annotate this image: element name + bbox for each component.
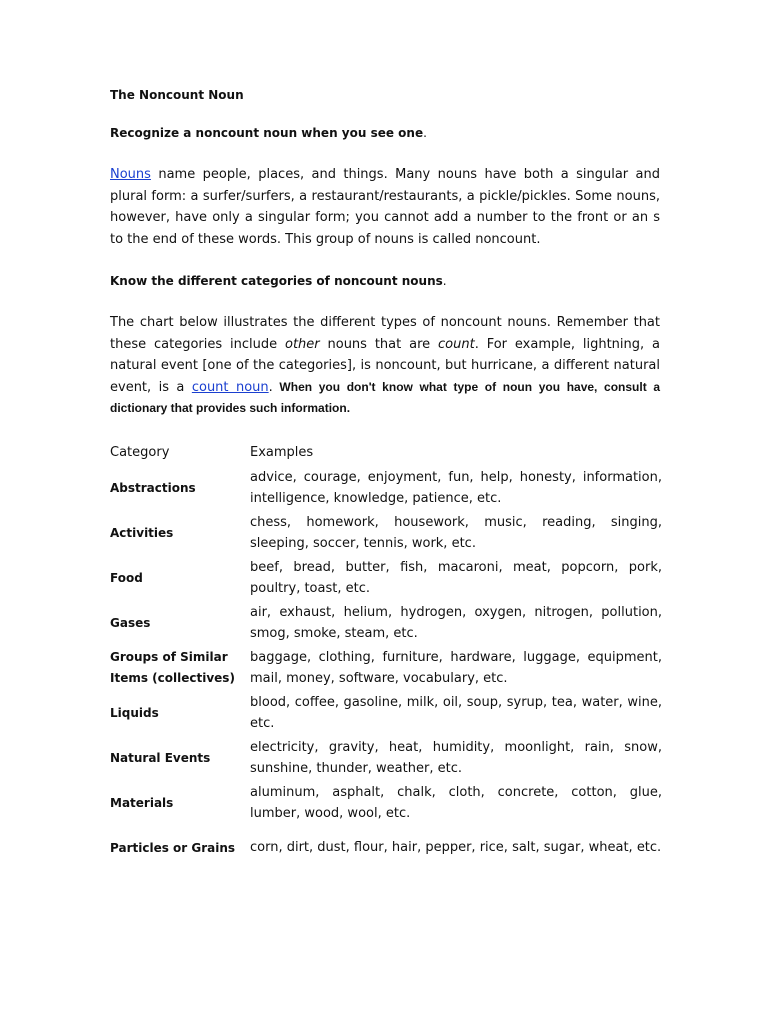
table-header-row bbox=[110, 442, 662, 466]
section-heading-recognize bbox=[110, 126, 660, 140]
count-noun-link[interactable]: count noun bbox=[191, 379, 269, 395]
examples-cell: beef, bread, butter, fish, macaroni, meat, popcorn, pork, poultry, toast, etc. bbox=[250, 559, 662, 596]
paragraph-text: . bbox=[268, 379, 273, 395]
emphasis-other: other bbox=[284, 336, 320, 352]
heading-text: Recognize a noncount noun when you see one bbox=[110, 126, 424, 140]
examples-cell: chess, homework, housework, music, reading, singing, sleeping, soccer, tennis, work, etc. bbox=[250, 514, 662, 551]
paragraph-nouns bbox=[110, 164, 660, 250]
paragraph-text: The chart below illustrates the different types of noncount nouns. Remember that these categories include bbox=[110, 315, 660, 352]
table-row bbox=[110, 781, 662, 826]
nouns-link[interactable]: Nouns bbox=[110, 167, 151, 182]
table-row bbox=[110, 511, 662, 556]
category-cell: Particles or Grains bbox=[110, 840, 236, 855]
table-row bbox=[110, 646, 662, 691]
table-row bbox=[110, 691, 662, 736]
heading-text: Know the different categories of noncount nouns bbox=[110, 274, 443, 288]
noncount-categories-table bbox=[110, 442, 662, 871]
examples-cell: aluminum, asphalt, chalk, cloth, concrete, cotton, glue, lumber, wood, wool, etc. bbox=[250, 784, 662, 821]
emphasis-count: count bbox=[438, 336, 475, 352]
category-cell: Food bbox=[110, 570, 143, 585]
examples-cell: electricity, gravity, heat, humidity, moonlight, rain, snow, sunshine, thunder, weather, etc. bbox=[250, 739, 662, 776]
table-row bbox=[110, 466, 662, 511]
table-row bbox=[110, 736, 662, 781]
page-title: The Noncount Noun bbox=[110, 88, 244, 102]
heading-period: . bbox=[423, 126, 427, 140]
header-category: Category bbox=[110, 444, 170, 460]
heading-period: . bbox=[442, 274, 447, 288]
examples-cell: air, exhaust, helium, hydrogen, oxygen, nitrogen, pollution, smog, smoke, steam, etc. bbox=[250, 604, 662, 641]
header-examples: Examples bbox=[250, 444, 314, 460]
examples-cell: baggage, clothing, furniture, hardware, luggage, equipment, mail, money, software, vocabulary, etc. bbox=[250, 649, 662, 686]
examples-cell: advice, courage, enjoyment, fun, help, honesty, information, intelligence, knowledge, patience, etc. bbox=[250, 469, 662, 506]
section-heading-categories bbox=[110, 274, 660, 288]
category-cell: Natural Events bbox=[110, 750, 211, 765]
category-cell: Activities bbox=[110, 525, 174, 540]
category-cell: Materials bbox=[110, 795, 174, 810]
paragraph-bold-text: When you don't know what type of noun you have, consult a dictionary that provides such information. bbox=[110, 379, 661, 415]
paragraph-chart-intro bbox=[110, 312, 660, 420]
category-cell: Gases bbox=[110, 615, 151, 630]
document-page bbox=[110, 88, 660, 871]
table-row bbox=[110, 556, 662, 601]
category-cell: Liquids bbox=[110, 705, 159, 720]
paragraph-text: name people, places, and things. Many nouns have both a singular and plural form: a surfer/surfers, a restaurant/restaurants, a pickle/pickles. Some nouns, however, have only a singular form; you cannot add a number to the front or an s to the end of these words. This group of nouns is called noncount. bbox=[110, 167, 660, 247]
paragraph-text: . For example, lightning, a natural event [one of the categories], is noncount, but hurricane, a different natural event, is a bbox=[110, 336, 660, 395]
category-cell: Groups of Similar Items (collectives) bbox=[110, 650, 235, 685]
table-row bbox=[110, 601, 662, 646]
table-row bbox=[110, 826, 662, 871]
category-cell: Abstractions bbox=[110, 480, 196, 495]
examples-cell: blood, coffee, gasoline, milk, oil, soup, syrup, tea, water, wine, etc. bbox=[250, 694, 662, 731]
examples-cell: corn, dirt, dust, flour, hair, pepper, rice, salt, sugar, wheat, etc. bbox=[250, 840, 662, 856]
paragraph-text: nouns that are bbox=[319, 336, 438, 352]
